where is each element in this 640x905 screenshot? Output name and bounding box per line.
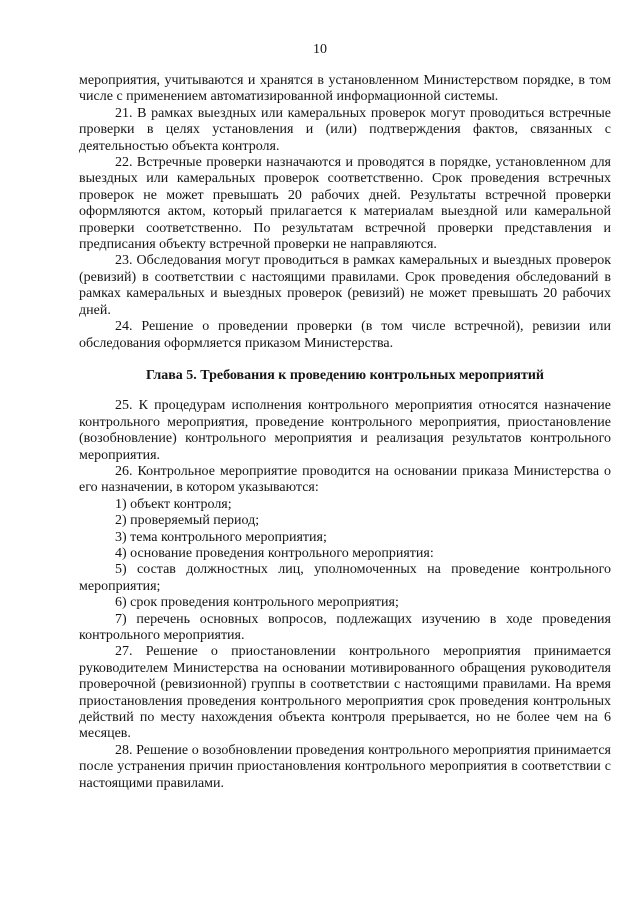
page-number: 10 — [313, 42, 327, 57]
paragraph: 22. Встречные проверки назначаются и проводятся в порядке, установленном для выездных или камеральных проверок соответственно. Срок проведения встречных проверок не может превышать 20 рабочих дней. Результаты встречной проверки оформляются актом, который прилагается к материалам выездной или камеральной проверки соответственно. По результатам встречной проверки представления и предписания объекту встречной проверки не направляются. — [79, 155, 611, 253]
paragraph: 27. Решение о приостановлении контрольного мероприятия принимается руководителем Министерства на основании мотивированного обращения руководителя проверочной (ревизионной) группы в соответствии с настоящими правилами. На время приостановления проведения контрольного мероприятия срок проведения контрольных действий по месту нахождения объекта контроля прерывается, но не более чем на 6 месяцев. — [79, 644, 611, 742]
paragraph: 28. Решение о возобновлении проведения контрольного мероприятия принимается после устранения причин приостановления контрольного мероприятия в соответствии с настоящими правилами. — [79, 742, 611, 791]
paragraph: 6) срок проведения контрольного мероприятия; — [115, 595, 399, 611]
paragraph: 21. В рамках выездных или камеральных проверок могут проводиться встречные проверки в целях установления и (или) подтверждения фактов, связанных с деятельностью объекта контроля. — [79, 105, 611, 154]
chapter-heading: Глава 5. Требования к проведению контрольных мероприятий — [146, 367, 544, 383]
paragraph: мероприятия, учитываются и хранятся в установленном Министерством порядке, в том числе с применением автоматизированной информационной системы. — [79, 73, 611, 105]
paragraph: 24. Решение о проведении проверки (в том числе встречной), ревизии или обследования оформляется приказом Министерства. — [79, 319, 611, 351]
paragraph: 7) перечень основных вопросов, подлежащих изучению в ходе проведения контрольного мероприятия. — [79, 611, 611, 643]
paragraph: 5) состав должностных лиц, уполномоченных на проведение контрольного мероприятия; — [79, 562, 611, 594]
paragraphs-after-heading — [79, 398, 611, 792]
document-body — [79, 73, 611, 792]
paragraph: 3) тема контрольного мероприятия; — [115, 529, 327, 545]
paragraph: 26. Контрольное мероприятие проводится на основании приказа Министерства о его назначении, в котором указываются: — [79, 463, 611, 496]
paragraph: 1) объект контроля; — [115, 496, 232, 512]
paragraphs-before-heading — [79, 73, 611, 352]
paragraph: 4) основание проведения контрольного мероприятия: — [115, 545, 434, 561]
paragraph: 23. Обследования могут проводиться в рамках камеральных и выездных проверок (ревизий) в соответствии с настоящими правилами. Срок проведения обследований в рамках камеральных и выездных проверок (ревизий) не может превышать 20 рабочих дней. — [79, 253, 611, 318]
paragraph: 25. К процедурам исполнения контрольного мероприятия относятся назначение контрольного мероприятия, проведение контрольного мероприятия, приостановление (возобновление) контрольного мероприятия и реализация результатов контрольного мероприятия. — [79, 398, 611, 463]
paragraph: 2) проверяемый период; — [115, 513, 260, 529]
